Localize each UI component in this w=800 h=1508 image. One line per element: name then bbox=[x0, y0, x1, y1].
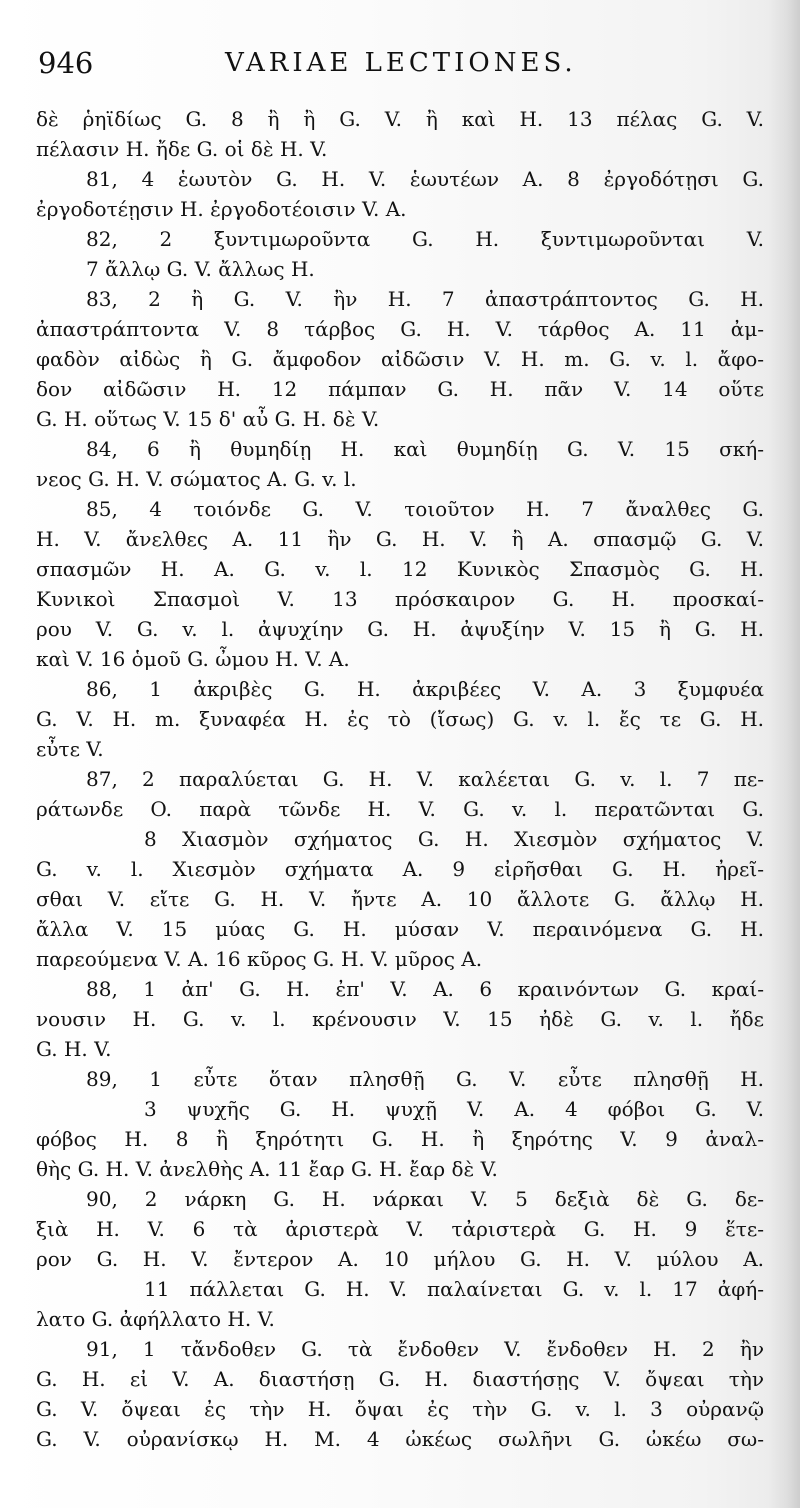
text-line: H. V. ἄνελθες A. 11 ἢν G. H. V. ἢ A. σπασμῷ G. V. bbox=[36, 527, 764, 551]
text-line: 8 Χιασμὸν σχήματος G. H. Χιεσμὸν σχήματος V. bbox=[144, 827, 764, 851]
text-line: θὴς G. H. V. ἀνελθὴς A. 11 ἔαρ G. H. ἔαρ δὲ V. bbox=[36, 1157, 498, 1181]
text-line: G. H. εἰ V. A. διαστήσῃ G. H. διαστήσῃς V. ὄψεαι τὴν bbox=[36, 1367, 764, 1391]
text-line: δον αἰδῶσιν H. 12 πάμπαν G. H. πᾶν V. 14 οὕτε bbox=[36, 377, 764, 401]
text-line: δὲ ῥηϊδίως G. 8 ἢ ἢ G. V. ἢ καὶ H. 13 πέλας G. V. bbox=[36, 107, 764, 131]
page-number: 946 bbox=[38, 46, 94, 80]
text-line: παρεούμενα V. A. 16 κῦρος G. H. V. μῦρος A. bbox=[36, 947, 483, 971]
running-head bbox=[30, 42, 750, 82]
text-line: 85, 4 τοιόνδε G. V. τοιοῦτον H. 7 ἄναλθες G. bbox=[86, 497, 764, 521]
text-line: G. H. οὕτως V. 15 δ' αὖ G. H. δὲ V. bbox=[36, 407, 380, 431]
text-line: 3 ψυχῆς G. H. ψυχῇ V. A. 4 φόβοι G. V. bbox=[144, 1097, 764, 1121]
text-line: 90, 2 νάρκη G. H. νάρκαι V. 5 δεξιὰ δὲ G. δε- bbox=[86, 1187, 764, 1211]
text-line: 86, 1 ἀκριβὲς G. H. ἀκριβέες V. A. 3 ξυμφυέα bbox=[86, 677, 764, 701]
text-line: G. V. H. m. ξυναφέα H. ἐς τὸ (ἴσως) G. v. l. ἔς τε G. H. bbox=[36, 707, 764, 731]
text-line: φόβος H. 8 ἢ ξηρότητι G. H. ἢ ξηρότης V. 9 ἀναλ- bbox=[36, 1127, 764, 1151]
text-line: ἄλλα V. 15 μύας G. H. μύσαν V. περαινόμενα G. H. bbox=[36, 917, 764, 941]
text-line: G. V. ὄψεαι ἐς τὴν H. ὄψαι ἐς τὴν G. v. l. 3 οὐρανῷ bbox=[36, 1397, 764, 1421]
text-line: G. V. οὐρανίσκῳ H. M. 4 ὠκέως σωλῆνι G. ὠκέω σω- bbox=[36, 1427, 764, 1451]
text-line: ξιὰ H. V. 6 τὰ ἀριστερὰ V. τἀριστερὰ G. H. 9 ἕτε- bbox=[36, 1217, 764, 1241]
text-line: καὶ V. 16 ὁμοῦ G. ὦμου H. V. A. bbox=[36, 647, 350, 671]
text-line: σθαι V. εἴτε G. H. V. ἤντε A. 10 ἄλλοτε G. ἄλλῳ H. bbox=[36, 887, 764, 911]
text-line: 88, 1 ἀπ' G. H. ἐπ' V. A. 6 κραινόντων G. κραί- bbox=[86, 977, 764, 1001]
text-line: 82, 2 ξυντιμωροῦντα G. H. ξυντιμωροῦνται V. bbox=[86, 227, 764, 251]
text-line: νεος G. H. V. σώματος A. G. v. l. bbox=[36, 467, 357, 491]
text-line: ράτωνδε O. παρὰ τῶνδε H. V. G. v. l. περατῶνται G. bbox=[36, 797, 764, 821]
text-line: ἀπαστράπτοντα V. 8 τάρβος G. H. V. τάρθος A. 11 ἀμ- bbox=[36, 317, 764, 341]
apparatus-text bbox=[36, 104, 764, 1454]
text-line: 81, 4 ἑωυτὸν G. H. V. ἑωυτέων A. 8 ἐργοδότῃσι G. bbox=[86, 167, 764, 191]
text-line: λατο G. ἀφήλλατο H. V. bbox=[36, 1307, 275, 1331]
text-line: ρου V. G. v. l. ἀψυχίην G. H. ἀψυξίην V. 15 ἢ G. H. bbox=[36, 617, 764, 641]
text-line: 89, 1 εὖτε ὅταν πλησθῇ G. V. εὖτε πλησθῇ H. bbox=[86, 1067, 764, 1091]
text-line: φαδὸν αἰδὼς ἢ G. ἄμφοδον αἰδῶσιν V. H. m. G. v. l. ἄφο- bbox=[36, 347, 764, 371]
text-line: G. v. l. Χιεσμὸν σχήματα A. 9 εἰρῆσθαι G. H. ἠρεῖ- bbox=[36, 857, 764, 881]
text-line: 91, 1 τἄνδοθεν G. τὰ ἔνδοθεν V. ἔνδοθεν H. 2 ἢν bbox=[86, 1337, 764, 1361]
text-line: ρον G. H. V. ἔντερον A. 10 μήλου G. H. V. μύλου A. bbox=[36, 1247, 764, 1271]
text-line: νουσιν H. G. v. l. κρένουσιν V. 15 ἠδὲ G. v. l. ἤδε bbox=[36, 1007, 764, 1031]
text-line: Κυνικοὶ Σπασμοὶ V. 13 πρόσκαιρον G. H. προσκαί- bbox=[36, 587, 764, 611]
text-line: 84, 6 ἢ θυμηδίῃ H. καὶ θυμηδίῃ G. V. 15 σκή- bbox=[86, 437, 764, 461]
text-line: 83, 2 ἢ G. V. ἢν H. 7 ἀπαστράπτοντος G. H. bbox=[86, 287, 764, 311]
text-line: G. H. V. bbox=[36, 1037, 112, 1061]
text-line: 11 πάλλεται G. H. V. παλαίνεται G. v. l. 17 ἀφή- bbox=[144, 1277, 764, 1301]
text-line: 7 ἄλλῳ G. V. ἄλλως H. bbox=[86, 257, 315, 281]
text-line: σπασμῶν H. A. G. v. l. 12 Κυνικὸς Σπασμὸς G. H. bbox=[36, 557, 764, 581]
text-line: εὖτε V. bbox=[36, 737, 104, 761]
running-title: VARIAE LECTIONES. bbox=[225, 48, 577, 78]
text-line: πέλασιν H. ἤδε G. οἱ δὲ H. V. bbox=[36, 137, 328, 161]
text-line: 87, 2 παραλύεται G. H. V. καλέεται G. v. l. 7 πε- bbox=[86, 767, 764, 791]
text-line: ἐργοδοτέῃσιν H. ἐργοδοτέοισιν V. A. bbox=[36, 197, 407, 221]
